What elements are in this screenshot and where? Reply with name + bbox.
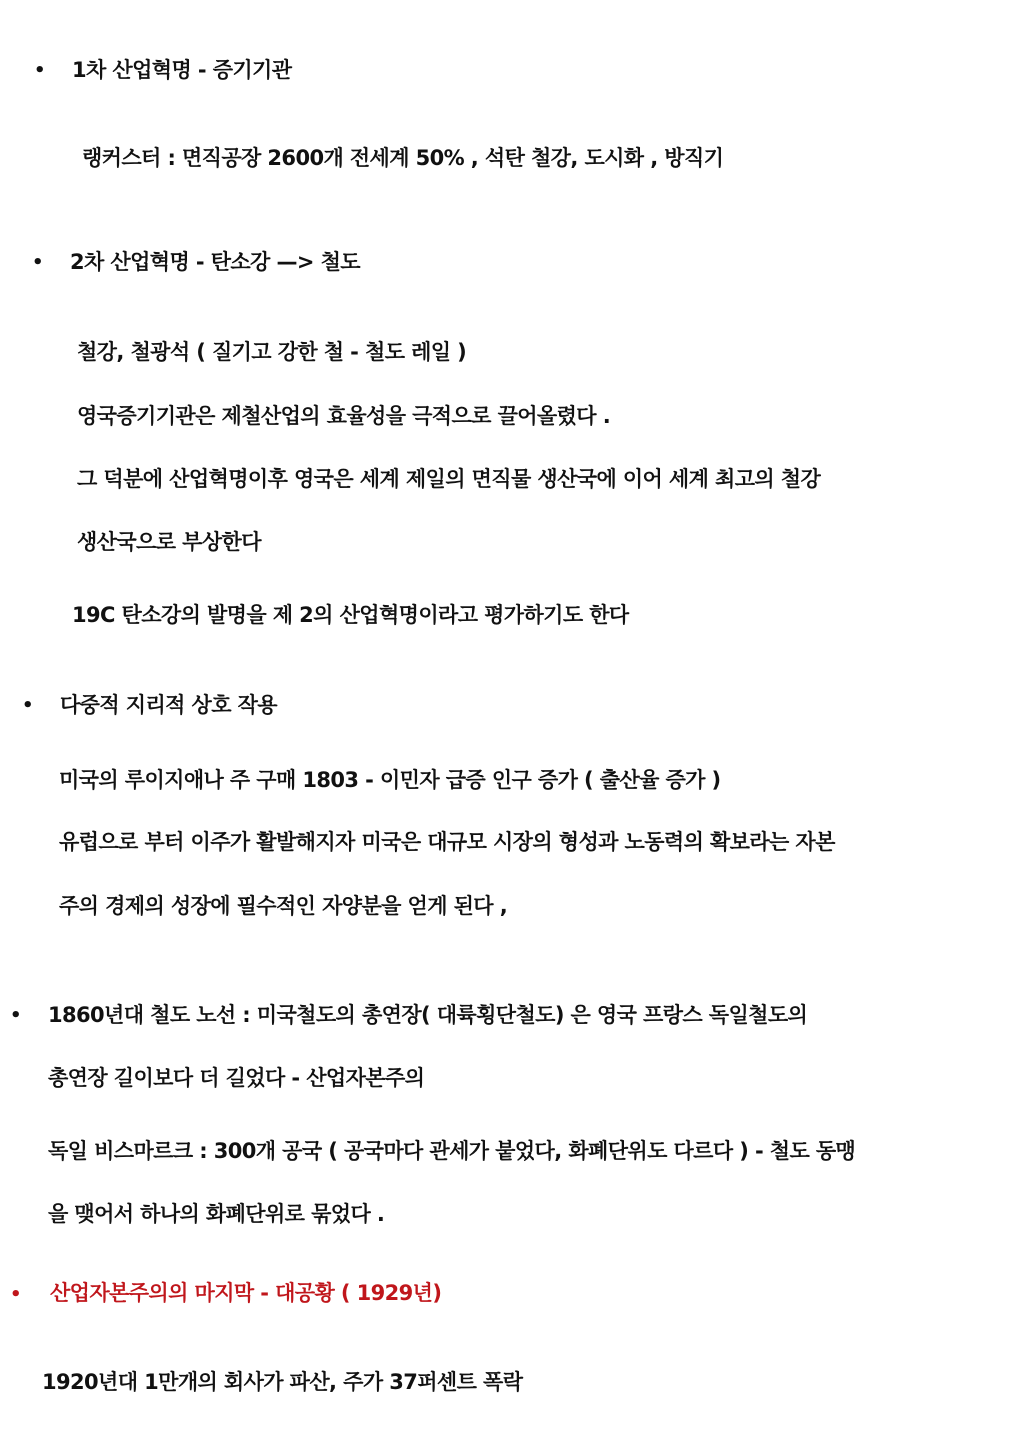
bullet-icon: •: [34, 60, 46, 81]
bullet-icon: •: [10, 1284, 22, 1305]
heading-railway-1860: 1860년대 철도 노선 : 미국철도의 총연장( 대륙횡단철도) 은 영국 프랑스 독일철도의: [48, 1003, 808, 1027]
heading-geographic-interaction: 다중적 지리적 상호 작용: [60, 693, 277, 717]
bullet-icon: •: [32, 252, 44, 273]
text-line: 철강, 철광석 ( 질기고 강한 철 - 철도 레일 ): [77, 340, 467, 364]
text-line: 총연장 길이보다 더 길었다 - 산업자본주의: [48, 1066, 425, 1090]
text-line: 랭커스터 : 면직공장 2600개 전세계 50% , 석탄 철강, 도시화 , 방직기: [82, 146, 724, 170]
text-line: 19C 탄소강의 발명을 제 2의 산업혁명이라고 평가하기도 한다: [72, 603, 629, 627]
heading-first-revolution: 1차 산업혁명 - 증기기관: [72, 58, 292, 82]
text-line: 영국증기기관은 제철산업의 효율성을 극적으로 끌어올렸다 .: [77, 404, 611, 428]
text-line: 유럽으로 부터 이주가 활발해지자 미국은 대규모 시장의 형성과 노동력의 확보라는 자본: [59, 830, 835, 854]
heading-end-of-capitalism: 산업자본주의의 마지막 - 대공황 ( 1929년): [50, 1281, 442, 1305]
text-line: 주의 경제의 성장에 필수적인 자양분을 얻게 된다 ,: [59, 894, 508, 918]
text-line: 독일 비스마르크 : 300개 공국 ( 공국마다 관세가 붙었다, 화폐단위도 다르다 ) - 철도 동맹: [48, 1139, 856, 1163]
text-line: 미국의 루이지애나 주 구매 1803 - 이민자 급증 인구 증가 ( 출산율 증가 ): [59, 768, 721, 792]
bullet-icon: •: [22, 695, 34, 716]
heading-second-revolution: 2차 산업혁명 - 탄소강 —> 철도: [70, 250, 360, 274]
text-line: 을 맺어서 하나의 화폐단위로 묶었다 .: [48, 1202, 385, 1226]
text-line: 그 덕분에 산업혁명이후 영국은 세계 제일의 면직물 생산국에 이어 세계 최고의 철강: [77, 467, 821, 491]
text-line: 생산국으로 부상한다: [77, 530, 261, 554]
text-line: 1920년대 1만개의 회사가 파산, 주가 37퍼센트 폭락: [42, 1370, 523, 1394]
bullet-icon: •: [10, 1005, 22, 1026]
